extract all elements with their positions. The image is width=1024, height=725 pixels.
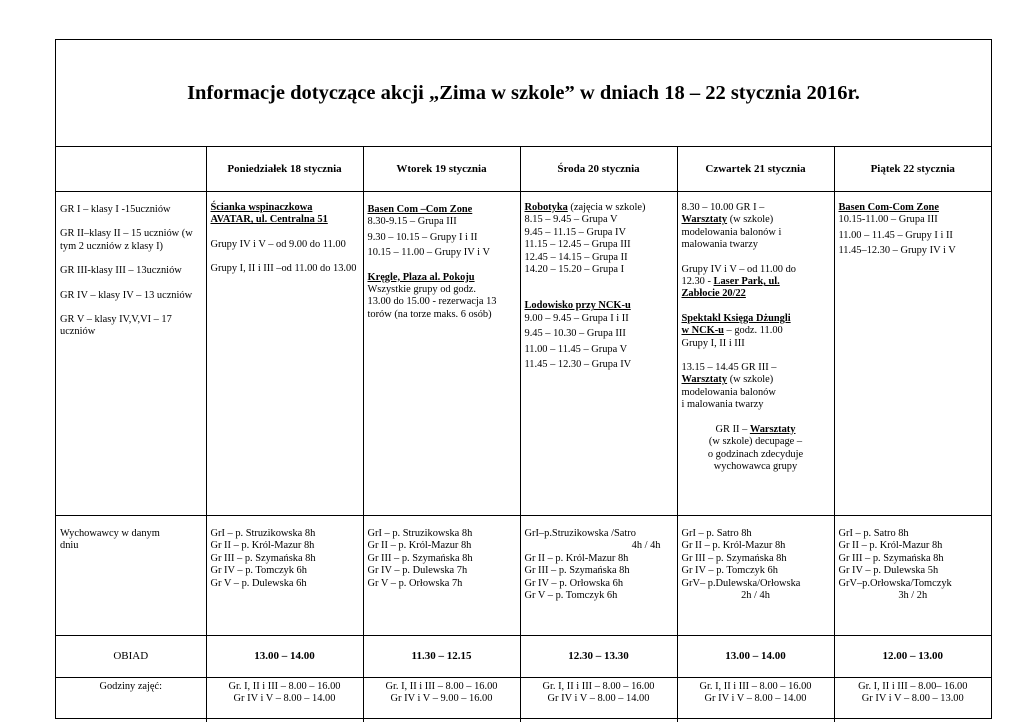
- monday-activities: [206, 192, 363, 516]
- wednesday-activities: [520, 192, 677, 516]
- tuesday-activities: [363, 192, 520, 516]
- workshop-label: Warsztaty: [681, 214, 728, 226]
- header-row: [56, 147, 991, 192]
- lunch-tuesday: 11.30 – 12.15: [363, 636, 520, 678]
- schedule-line: GR II –: [715, 423, 750, 435]
- header-empty-cell: [56, 147, 206, 192]
- schedule-line: Wszystkie grupy od godz.: [367, 284, 477, 296]
- schedule-line: 12.45 – 14.15 – Grupa II: [524, 251, 628, 263]
- lunch-row: [56, 636, 991, 678]
- teacher-line: Gr III – p. Szymańska 8h: [367, 552, 473, 564]
- venue-name: w NCK-u: [681, 325, 724, 337]
- group-line: GR V – klasy IV,V,VI – 17 uczniów: [60, 314, 172, 338]
- teachers-label: [56, 516, 206, 636]
- teacher-line: GrI – p. Struzikowska 8h: [210, 528, 316, 539]
- teacher-line: GrI – p. Satro 8h: [681, 528, 752, 539]
- schedule-line: (w szkole): [727, 214, 774, 226]
- monday-teachers: [206, 516, 363, 636]
- venue-name: Lodowisko przy NCK-u: [524, 300, 631, 312]
- venue-note: (zajęcia w szkole): [567, 202, 646, 213]
- schedule-line: 13.00 do 15.00 - rezerwacja 13 torów (na torze maks. 6 osób): [367, 296, 497, 320]
- teacher-hours: 2h / 4h: [741, 590, 770, 602]
- schedule-line: modelowania balonów i malowania twarzy: [681, 226, 782, 251]
- venue-name: Basen Com-Com Zone: [838, 202, 939, 213]
- venue-name: Robotyka: [524, 202, 568, 213]
- teacher-line: Gr IV – p. Orłowska 6h: [524, 577, 624, 589]
- schedule-line: 10.15-11.00 – Grupa III: [838, 214, 938, 226]
- teacher-line: GrV–p.Orłowska/Tomczyk: [838, 577, 952, 589]
- teacher-line: GrI–p.Struzikowska /Satro: [524, 528, 636, 539]
- schedule-line: 10.15 – 11.00 – Grupy IV i V: [367, 247, 490, 259]
- teacher-line: Gr II – p. Król-Mazur 8h: [838, 540, 943, 552]
- teacher-line: Gr IV – p. Dulewska 5h: [838, 565, 939, 577]
- lunch-friday: 12.00 – 13.00: [834, 636, 991, 678]
- schedule-line: o godzinach zdecyduje: [707, 448, 804, 460]
- schedule-line: 12.30 -: [681, 276, 714, 288]
- hours-label: Godziny zajęć:: [56, 678, 206, 723]
- hours-line: Gr. I, II i III – 8.00 – 16.00: [699, 681, 812, 692]
- header-friday: Piątek 22 stycznia: [834, 147, 991, 192]
- schedule-line: 9.45 – 11.15 – Grupa IV: [524, 226, 626, 238]
- schedule-document: [55, 39, 992, 719]
- page-title: Informacje dotyczące akcji „Zima w szkole” w dniach 18 – 22 stycznia 2016r.: [187, 82, 860, 104]
- schedule-line: 11.15 – 12.45 – Grupa III: [524, 239, 631, 251]
- teacher-line: Gr III – p. Szymańska 8h: [210, 552, 316, 564]
- teacher-line: GrI – p. Satro 8h: [838, 528, 909, 539]
- teacher-line: GrV– p.Dulewska/Orłowska: [681, 577, 801, 589]
- teacher-line: Gr II – p. Król-Mazur 8h: [524, 552, 629, 564]
- group-line: GR I – klasy I -15uczniów: [60, 204, 171, 215]
- venue-name: Basen Com –Com Zone: [367, 204, 473, 215]
- venue-name: Laser Park, ul.: [713, 276, 780, 288]
- schedule-line: (w szkole) decupage –: [708, 436, 803, 448]
- lunch-thursday: 13.00 – 14.00: [677, 636, 834, 678]
- schedule-line: modelowania balonów: [681, 386, 776, 398]
- teacher-line: Gr II – p. Król-Mazur 8h: [681, 540, 786, 552]
- schedule-line: Grupy I, II i III –od 11.00 do 13.00: [210, 263, 357, 275]
- venue-address: AVATAR, ul. Centralna 51: [210, 214, 328, 226]
- teacher-line: Gr IV – p. Tomczyk 6h: [210, 565, 307, 577]
- schedule-line: 11.00 – 11.45 – Grupa V: [524, 343, 628, 355]
- schedule-line: 11.45 – 12.30 – Grupa IV: [524, 359, 632, 371]
- hours-monday: [206, 678, 363, 723]
- schedule-line: 14.20 – 15.20 – Grupa I: [524, 264, 625, 276]
- thursday-activities: [677, 192, 834, 516]
- schedule-line: Grupy IV i V – od 11.00 do: [681, 263, 796, 275]
- hours-line: Gr. I, II i III – 8.00– 16.00: [858, 681, 968, 692]
- event-name: Spektakl Księga Dżungli: [681, 312, 791, 324]
- teacher-hours: 3h / 2h: [898, 590, 928, 602]
- schedule-table: [56, 147, 991, 722]
- schedule-line: 13.15 – 14.45 GR III –: [681, 362, 777, 374]
- thursday-teachers: [677, 516, 834, 636]
- teacher-line: Gr V – p. Dulewska 6h: [210, 577, 307, 589]
- teacher-line: Gr V – p. Tomczyk 6h: [524, 590, 618, 602]
- teacher-line: Gr IV – p. Tomczyk 6h: [681, 565, 778, 577]
- schedule-line: 8.15 – 9.45 – Grupa V: [524, 214, 618, 226]
- title-band: [56, 40, 991, 147]
- venue-name: Kręgle, Plaza al. Pokoju: [367, 271, 475, 283]
- teacher-line: Gr IV – p. Dulewska 7h: [367, 565, 468, 577]
- teacher-line: Gr III – p. Szymańska 8h: [681, 552, 787, 564]
- hours-friday: [834, 678, 991, 723]
- lunch-wednesday: 12.30 – 13.30: [520, 636, 677, 678]
- hours-line: Gr. I, II i III – 8.00 – 16.00: [542, 681, 655, 692]
- schedule-line: 11.45–12.30 – Grupy IV i V: [838, 245, 956, 257]
- header-monday: Poniedziałek 18 stycznia: [206, 147, 363, 192]
- wednesday-teachers: [520, 516, 677, 636]
- hours-line: Gr IV i V – 8.00 – 14.00: [704, 693, 807, 705]
- header-thursday: Czwartek 21 stycznia: [677, 147, 834, 192]
- hours-thursday: [677, 678, 834, 723]
- tuesday-teachers: [363, 516, 520, 636]
- schedule-line: 8.30-9.15 – Grupa III: [367, 216, 457, 228]
- hours-row: [56, 678, 991, 723]
- hours-line: Gr. I, II i III – 8.00 – 16.00: [228, 681, 341, 692]
- teachers-label-text: Wychowawcy w danym dniu: [60, 528, 160, 552]
- schedule-line: Grupy IV i V – od 9.00 do 11.00: [210, 238, 346, 250]
- schedule-line: 9.00 – 9.45 – Grupa I i II: [524, 312, 629, 324]
- hours-line: Gr. I, II i III – 8.00 – 16.00: [385, 681, 498, 692]
- schedule-line: 9.45 – 10.30 – Grupa III: [524, 328, 626, 340]
- hours-line: Gr IV i V – 8.00 – 14.00: [547, 693, 650, 705]
- schedule-line: i malowania twarzy: [681, 399, 764, 411]
- friday-activities: [834, 192, 991, 516]
- workshop-label: Warsztaty: [681, 374, 728, 386]
- venue-name: Ścianka wspinaczkowa: [210, 202, 313, 213]
- teacher-line: Gr III – p. Szymańska 8h: [838, 552, 944, 564]
- header-wednesday: Środa 20 stycznia: [520, 147, 677, 192]
- schedule-line: wychowawca grupy: [713, 460, 798, 472]
- activities-row: [56, 192, 991, 516]
- teacher-line: Gr III – p. Szymańska 8h: [524, 565, 630, 577]
- schedule-line: 9.30 – 10.15 – Grupy I i II: [367, 231, 478, 243]
- teacher-line: GrI – p. Struzikowska 8h: [367, 528, 473, 539]
- hours-line: Gr IV i V – 9.00 – 16.00: [390, 693, 493, 705]
- teacher-line: Gr V – p. Orłowska 7h: [367, 577, 463, 589]
- schedule-line: Grupy I, II i III: [681, 337, 745, 349]
- workshop-label: Warsztaty: [749, 423, 796, 435]
- schedule-line: 8.30 – 10.00 GR I –: [681, 202, 765, 213]
- venue-address: Zabłocie 20/22: [681, 288, 746, 300]
- hours-line: Gr IV i V – 8.00 – 14.00: [233, 693, 336, 705]
- teachers-row: [56, 516, 991, 636]
- group-line: GR IV – klasy IV – 13 uczniów: [60, 289, 193, 301]
- friday-teachers: [834, 516, 991, 636]
- hours-wednesday: [520, 678, 677, 723]
- hours-line: Gr IV i V – 8.00 – 13.00: [861, 693, 964, 705]
- group-line: GR III-klasy III – 13uczniów: [60, 265, 182, 277]
- header-tuesday: Wtorek 19 stycznia: [363, 147, 520, 192]
- group-line: GR II–klasy II – 15 uczniów (w tym 2 uczniów z klasy I): [60, 228, 193, 252]
- lunch-label: OBIAD: [56, 636, 206, 678]
- teacher-hours: 4h / 4h: [631, 540, 661, 552]
- teacher-line: Gr II – p. Król-Mazur 8h: [210, 540, 315, 552]
- hours-tuesday: [363, 678, 520, 723]
- groups-cell: [56, 192, 206, 516]
- lunch-monday: 13.00 – 14.00: [206, 636, 363, 678]
- schedule-line: – godz. 11.00: [723, 325, 783, 337]
- schedule-line: 11.00 – 11.45 – Grupy I i II: [838, 229, 953, 241]
- schedule-line: (w szkole): [727, 374, 774, 386]
- teacher-line: Gr II – p. Król-Mazur 8h: [367, 540, 472, 552]
